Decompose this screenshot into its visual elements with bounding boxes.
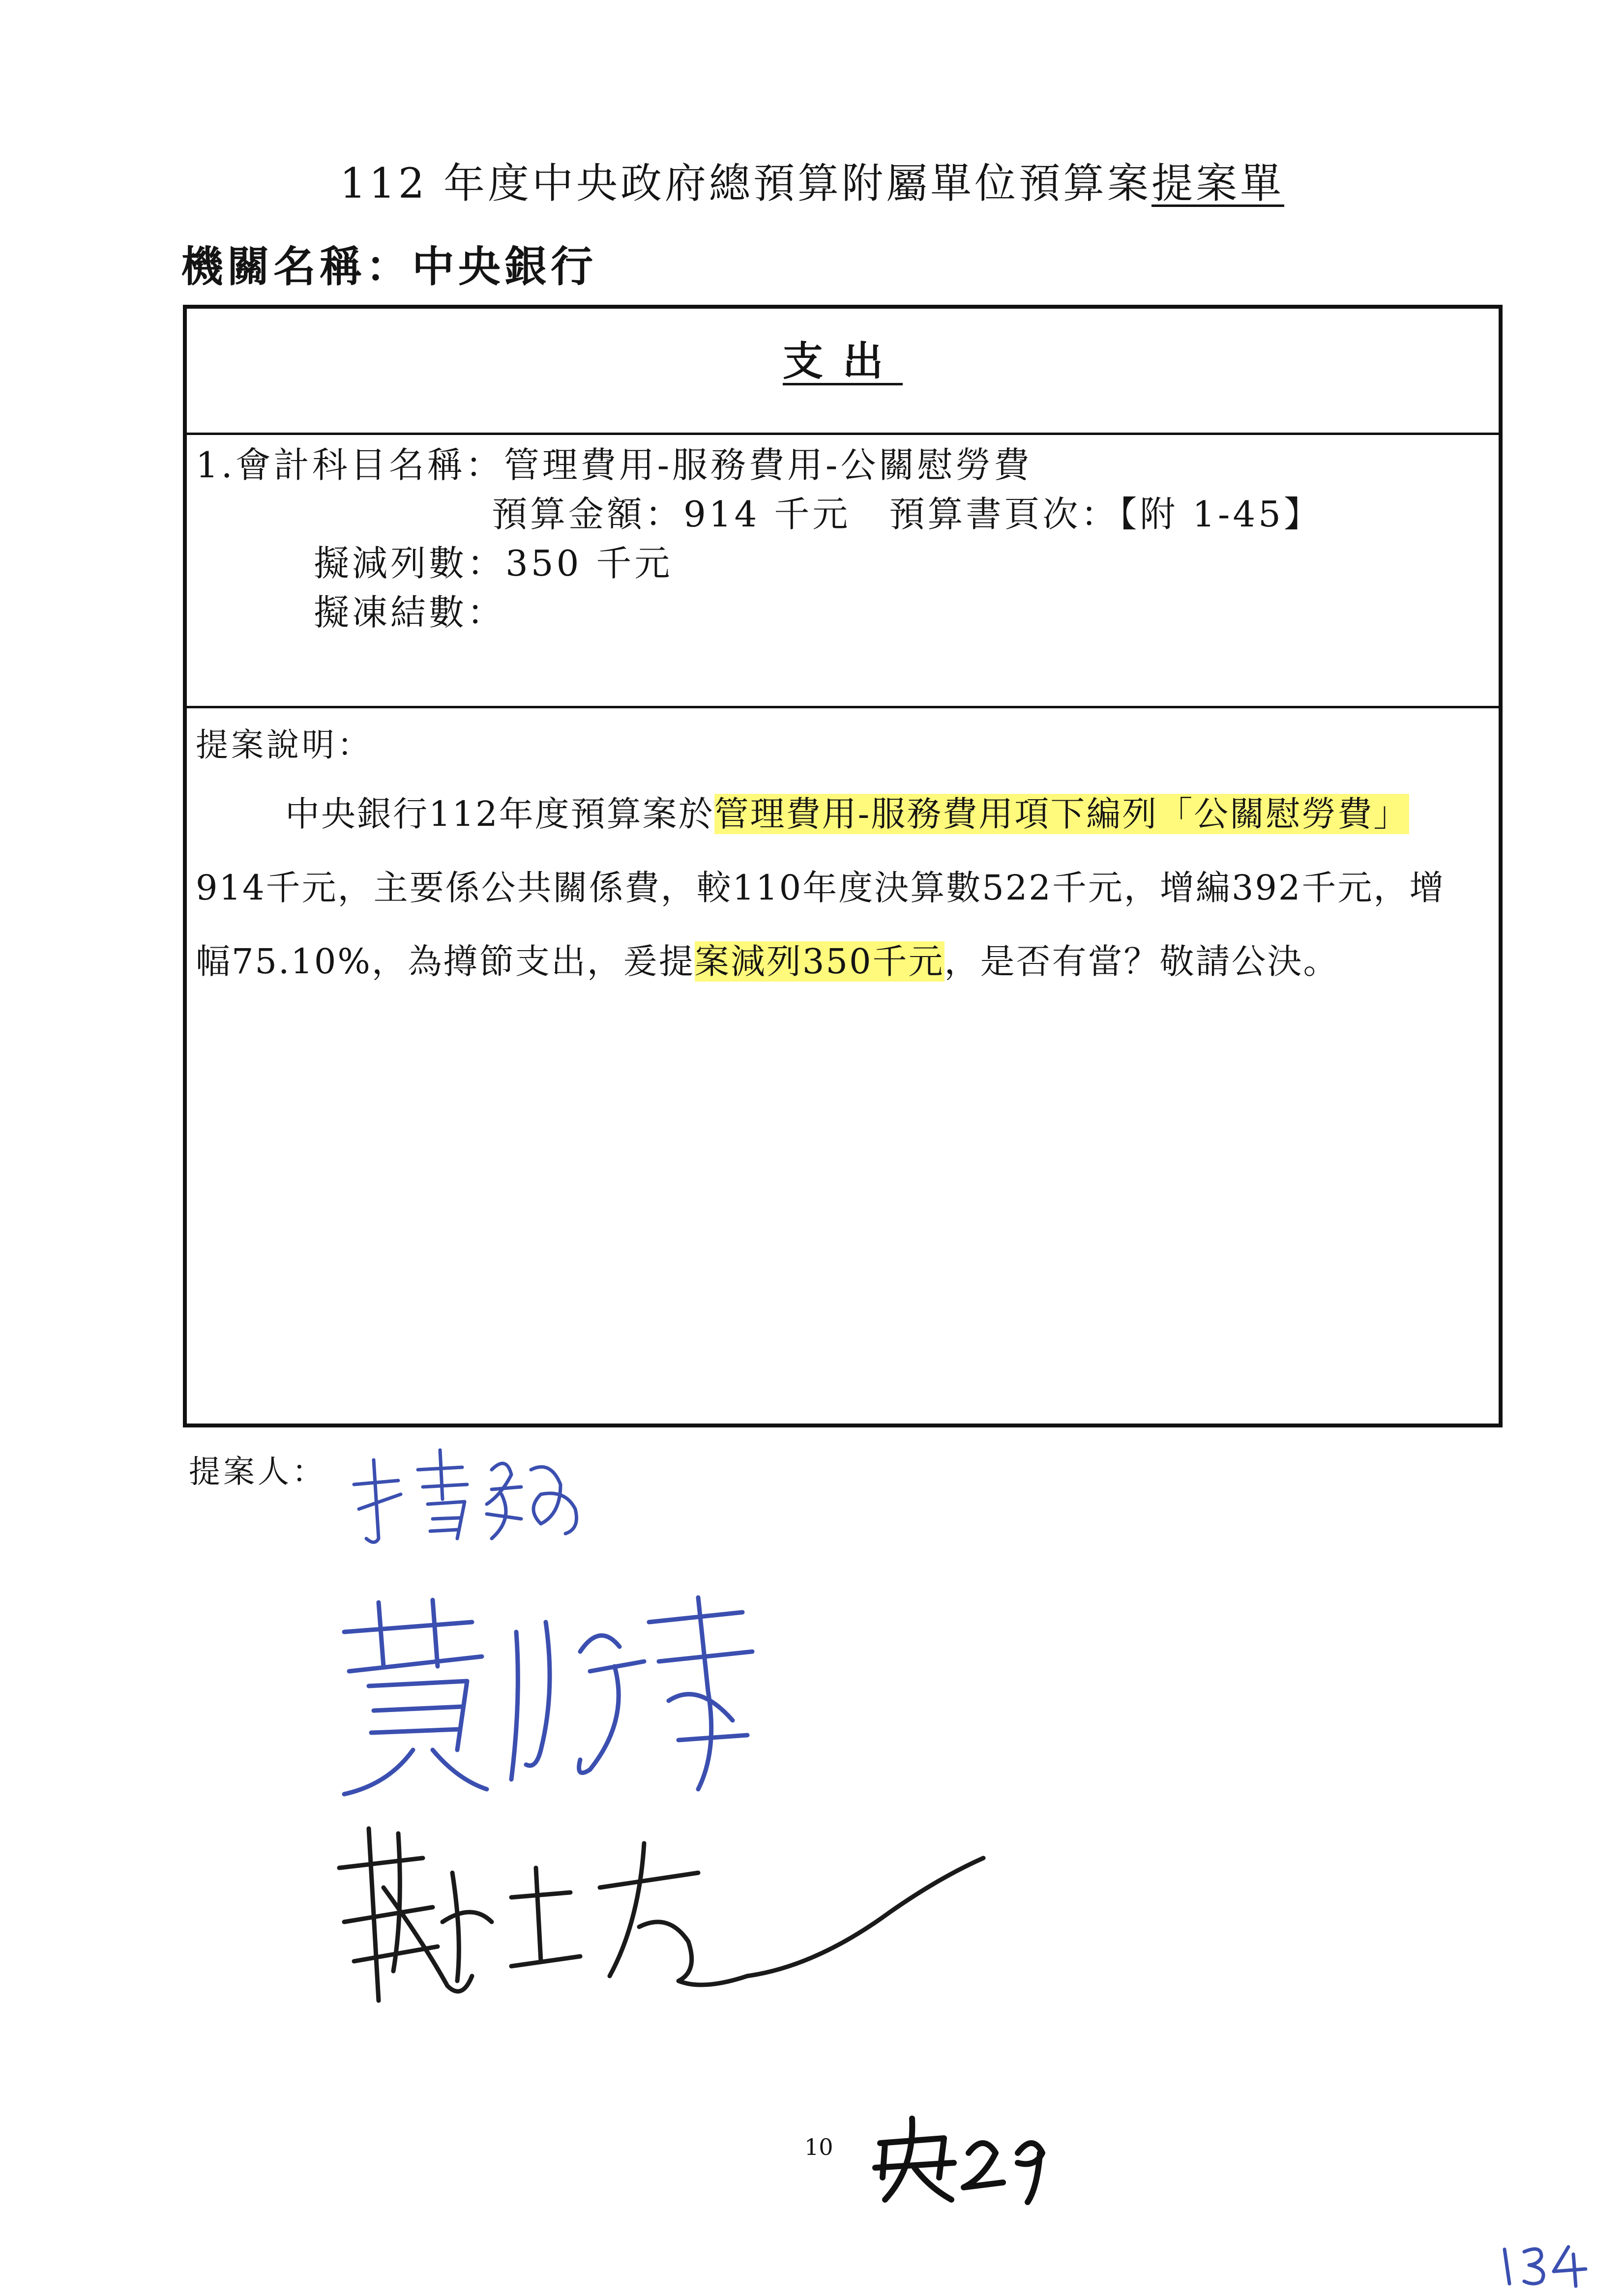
agency-name: 機關名稱：中央銀行 [181,242,597,291]
explanation-line-2: 914千元，主要係公共關係費，較110年度決算數522千元，增編392千元，增 [196,868,1446,908]
stamp-code-handwritten [865,2114,1052,2207]
explanation-line-3-post: ，是否有當？敬請公決。 [944,941,1339,982]
explanation-label: 提案說明： [196,726,373,764]
explanation-line-1-highlight: 管理費用-服務費用項下編列「公關慰勞費」 [714,794,1410,834]
signature-2 [325,1593,767,1799]
budget-line: 預算金額：914 千元 預算書頁次：【附 1-45】 [492,494,1322,535]
proposer-label: 提案人： [189,1454,326,1490]
explanation-line-3-pre: 幅75.10%，為撙節支出，爰提 [196,941,695,982]
sheet-number-handwritten [1495,2239,1593,2289]
explanation-line-1-pre: 中央銀行112年度預算案於 [285,794,714,834]
account-line: 1.會計科目名稱：管理費用-服務費用-公關慰勞費 [196,444,1033,486]
section-heading-text: 支出 [782,338,903,385]
reduction-line: 擬減列數：350 千元 [314,543,673,584]
page-number: 10 [804,2134,833,2160]
section-heading [187,334,1499,388]
freeze-line: 擬凍結數： [314,592,506,633]
signature-3 [325,1814,1013,2020]
title-underlined: 提案單 [1152,159,1285,207]
explanation-line-3-highlight: 案減列350千元 [694,941,945,982]
divider-heading [187,433,1499,435]
title-main: 112 年度中央政府總預算附屬單位預算案 [339,159,1152,207]
divider-item [187,706,1499,708]
document-title [0,156,1624,210]
explanation-line-3 [196,922,1339,1001]
signature-1 [344,1440,600,1558]
explanation-line-1 [285,775,1409,853]
